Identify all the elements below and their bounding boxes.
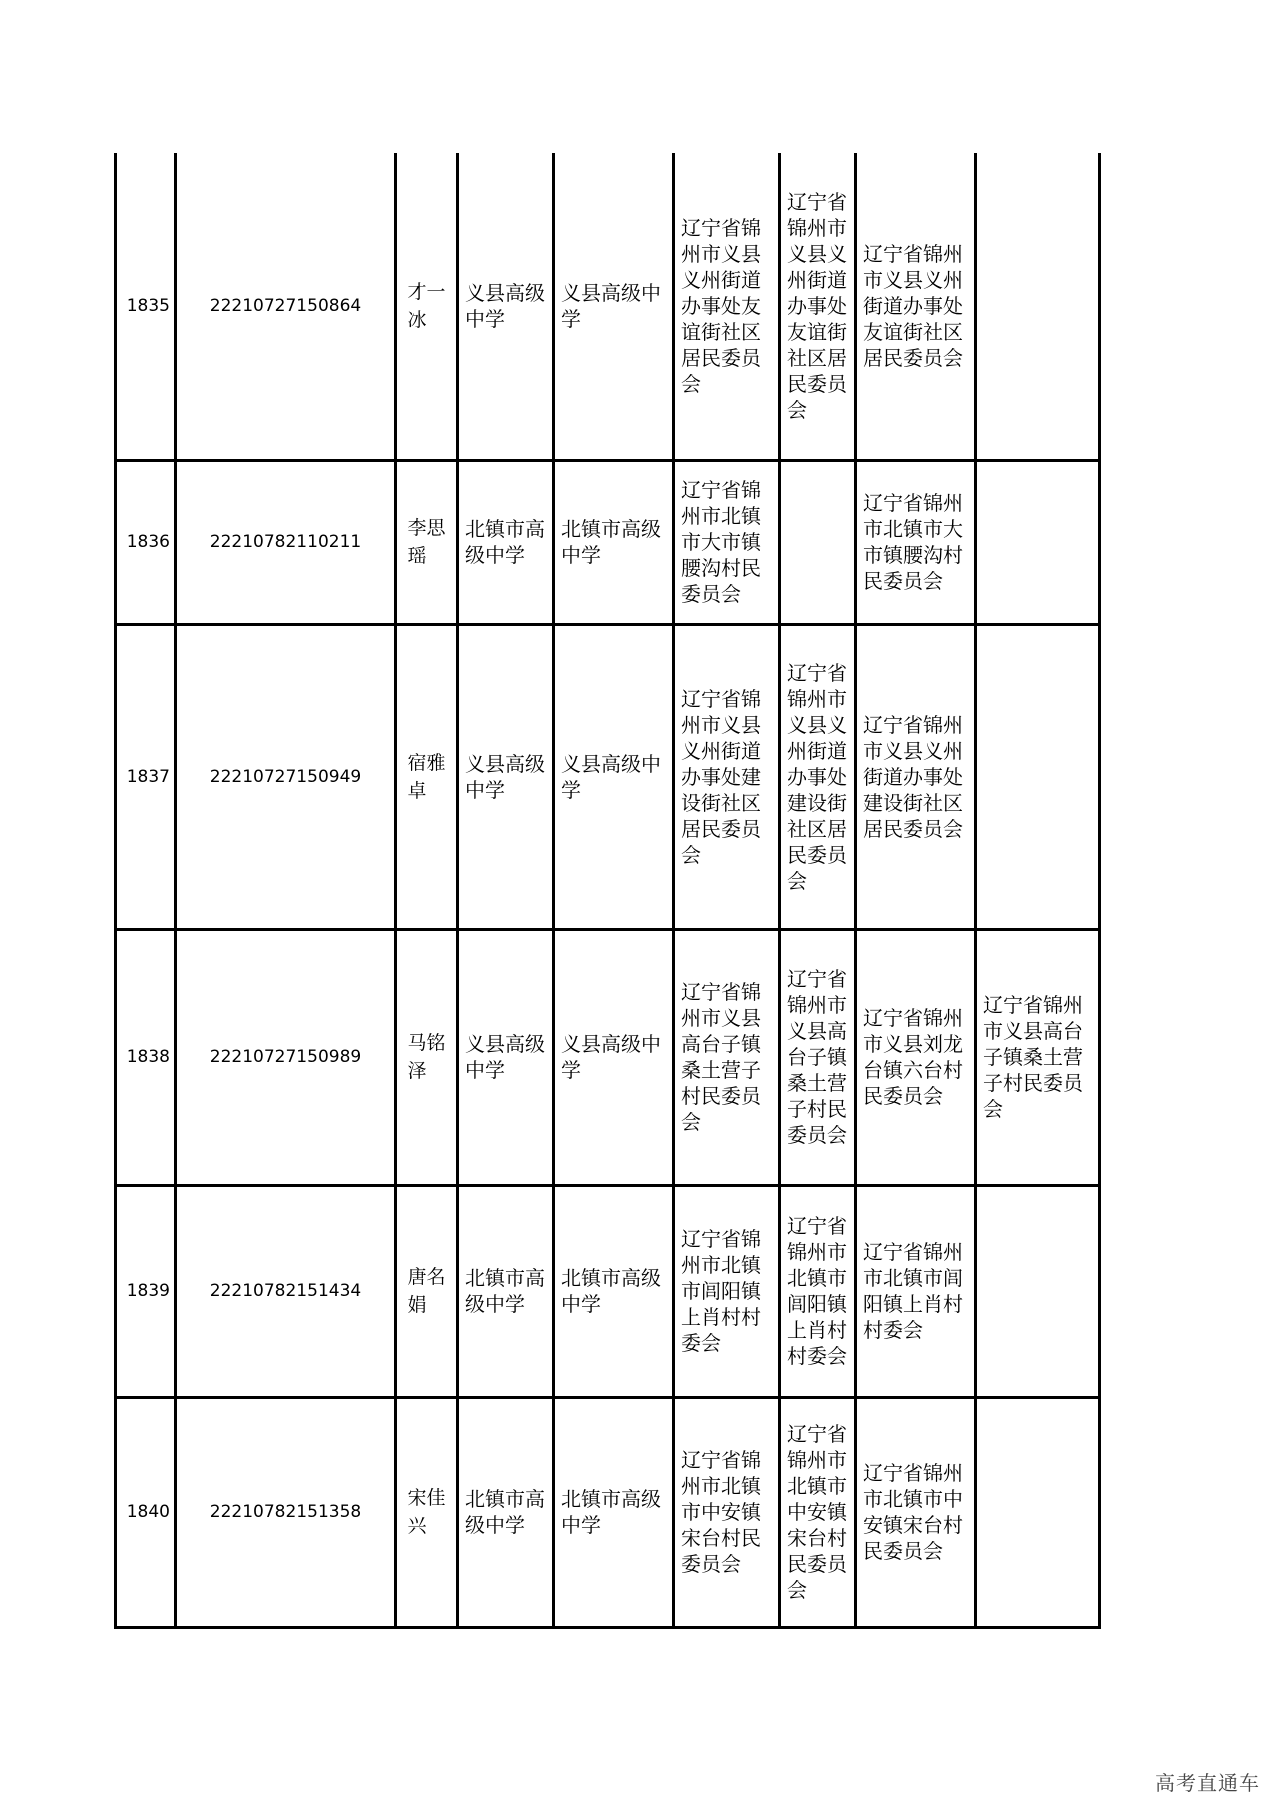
table-row (116, 460, 1100, 624)
parent-address-cell: 辽宁省锦州市义县义州街道办事处友谊街社区居民委员会 (856, 153, 976, 460)
household-address-cell: 辽宁省锦州市义县义州街道办事处建设街社区居民委员会 (674, 624, 780, 929)
household-address-cell: 辽宁省锦州市义县高台子镇桑土营子村民委员会 (674, 929, 780, 1185)
household-address-cell: 辽宁省锦州市北镇市大市镇腰沟村民委员会 (674, 460, 780, 624)
parent-address-cell: 辽宁省锦州市义县义州街道办事处建设街社区居民委员会 (856, 624, 976, 929)
graduating-school-cell: 义县高级中学 (554, 624, 674, 929)
student-name-cell (396, 929, 458, 1185)
other-address-cell (976, 1185, 1100, 1397)
parent-address-cell: 辽宁省锦州市义县刘龙台镇六台村民委员会 (856, 929, 976, 1185)
student-name-cell (396, 1185, 458, 1397)
watermark-text: 高考直通车 (1155, 1771, 1260, 1795)
row-number-cell: 1838 (116, 929, 176, 1185)
residence-address-cell: 辽宁省锦州市义县义州街道办事处建设街社区居民委员会 (780, 624, 856, 929)
residence-address-cell: 辽宁省锦州市义县高台子镇桑土营子村民委员会 (780, 929, 856, 1185)
table-row (116, 929, 1100, 1185)
parent-address-cell: 辽宁省锦州市北镇市大市镇腰沟村民委员会 (856, 460, 976, 624)
exam-id-cell: 22210782110211 (176, 460, 396, 624)
exam-id-cell: 22210727150989 (176, 929, 396, 1185)
graduating-school-cell: 北镇市高级中学 (554, 1397, 674, 1627)
school-cell: 北镇市高级中学 (458, 1397, 554, 1627)
student-name-text: 唐名娟 (407, 1266, 446, 1316)
school-cell: 义县高级中学 (458, 929, 554, 1185)
exam-id-cell: 22210782151358 (176, 1397, 396, 1627)
residence-address-cell: 辽宁省锦州市北镇市中安镇宋台村民委员会 (780, 1397, 856, 1627)
student-name-text: 马铭泽 (407, 1032, 446, 1082)
school-cell: 义县高级中学 (458, 153, 554, 460)
row-number-cell: 1837 (116, 624, 176, 929)
graduating-school-cell: 义县高级中学 (554, 929, 674, 1185)
row-number-cell: 1840 (116, 1397, 176, 1627)
graduating-school-cell: 北镇市高级中学 (554, 1185, 674, 1397)
household-address-cell: 辽宁省锦州市北镇市闾阳镇上肖村村委会 (674, 1185, 780, 1397)
student-name-cell (396, 153, 458, 460)
graduating-school-cell: 北镇市高级中学 (554, 460, 674, 624)
residence-address-cell (780, 460, 856, 624)
other-address-cell (976, 1397, 1100, 1627)
row-number-cell: 1836 (116, 460, 176, 624)
row-number-cell: 1839 (116, 1185, 176, 1397)
student-name-text: 李思瑶 (407, 517, 446, 567)
parent-address-cell: 辽宁省锦州市北镇市闾阳镇上肖村村委会 (856, 1185, 976, 1397)
residence-address-cell: 辽宁省锦州市北镇市闾阳镇上肖村村委会 (780, 1185, 856, 1397)
other-address-cell: 辽宁省锦州市义县高台子镇桑土营子村民委员会 (976, 929, 1100, 1185)
student-table (114, 153, 1101, 1629)
household-address-cell: 辽宁省锦州市北镇市中安镇宋台村民委员会 (674, 1397, 780, 1627)
other-address-cell (976, 624, 1100, 929)
table-row (116, 1397, 1100, 1627)
table-row (116, 1185, 1100, 1397)
other-address-cell (976, 153, 1100, 460)
student-name-text: 宋佳兴 (407, 1487, 446, 1537)
school-cell: 北镇市高级中学 (458, 460, 554, 624)
school-cell: 义县高级中学 (458, 624, 554, 929)
exam-id-cell: 22210727150949 (176, 624, 396, 929)
parent-address-cell: 辽宁省锦州市北镇市中安镇宋台村民委员会 (856, 1397, 976, 1627)
table-row (116, 153, 1100, 460)
student-name-cell (396, 460, 458, 624)
student-name-text: 才一冰 (407, 280, 446, 331)
student-name-text: 宿雅卓 (407, 751, 446, 802)
graduating-school-cell: 义县高级中学 (554, 153, 674, 460)
other-address-cell (976, 460, 1100, 624)
row-number-cell: 1835 (116, 153, 176, 460)
household-address-cell: 辽宁省锦州市义县义州街道办事处友谊街社区居民委员会 (674, 153, 780, 460)
school-cell: 北镇市高级中学 (458, 1185, 554, 1397)
exam-id-cell: 22210727150864 (176, 153, 396, 460)
exam-id-cell: 22210782151434 (176, 1185, 396, 1397)
student-name-cell (396, 1397, 458, 1627)
residence-address-cell: 辽宁省锦州市义县义州街道办事处友谊街社区居民委员会 (780, 153, 856, 460)
table-row (116, 624, 1100, 929)
student-name-cell (396, 624, 458, 929)
